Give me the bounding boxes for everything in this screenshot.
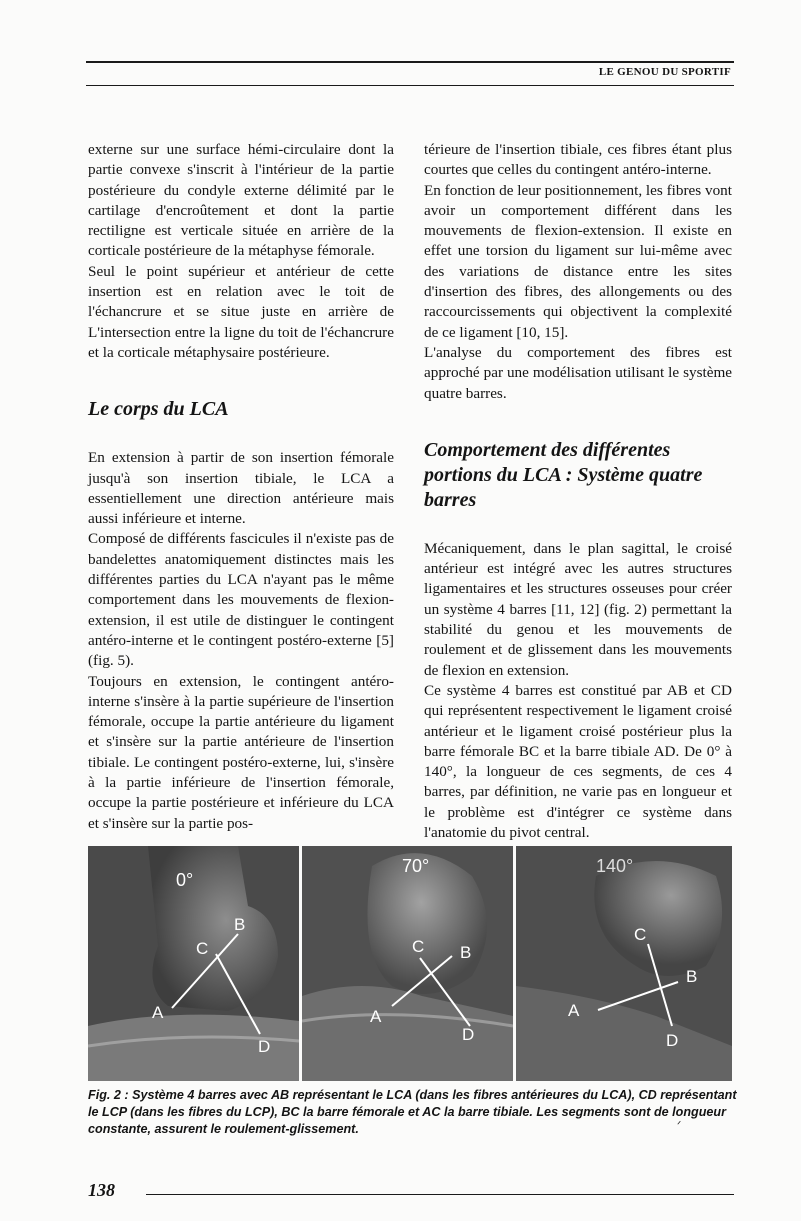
point-label-a: A [152,1003,164,1022]
xray-panel-0 [88,846,299,1081]
knee-xray-image [88,846,299,1081]
paragraph: En extension à partir de son insertion fémorale jusqu'à son insertion tibiale, le LCA a essentiellement une direction antérieure mais aussi inférieure et interne. [88,449,394,528]
point-label-a: A [568,1001,580,1020]
xray-panel-140 [516,846,732,1081]
paragraph: externe sur une surface hémi-circulaire dont la partie convexe s'inscrit à l'intérieur de la partie postérieure du condyle externe délimité par le cartilage d'encroûtement et dont la partie rectiligne est verticale située en arrière de la corticale postérieure de la métaphyse fémorale. [88,141,394,260]
point-label-d: D [258,1037,271,1056]
paragraph: Ce système 4 barres est constitué par AB et CD qui représentent respectivement le ligament croisé antérieur et le ligament croisé postérieur plus la barre fémorale BC et la barre tibiale AD. De 0° à 140°, la longueur de ces segments, de ces 4 barres, par définition, ne varie pas en longueur et le problème est d'intégrer ce système dans l'anatomie du pivot central. [424,681,732,842]
knee-xray-image [516,846,732,1081]
paragraph: Mécaniquement, dans le plan sagittal, le croisé antérieur est intégré avec les autres structures ligamentaires et les structures osseuses pour créer un système 4 barres [11, 12] (fig. 2) permettant la stabilité du genou et les mouvements de roulement et de glissement dans les mouvements de flexion en extension. [424,539,732,679]
paragraph: térieure de l'insertion tibiale, ces fibres étant plus courtes que celles du contingent antéro-interne. [424,141,732,179]
xray-panel-70 [302,846,513,1081]
point-label-d: D [666,1031,679,1050]
angle-label: 0° [176,870,194,890]
paragraph: En fonction de leur positionnement, les fibres vont avoir un comportement différent dans les mouvements de flexion-extension. Il existe en effet une torsion du ligament sur lui-même avec des variations de distance entre les sites d'insertion des fibres, des allongements ou des raccourcissements qui objectivent la complexité de ce ligament [10, 15]. [424,181,732,341]
paragraph: Composé de différents fascicules il n'existe pas de bandelettes anatomiquement distinctes mais les différentes parties du LCA n'ayant pas le même comportement dans les mouvements de flexion-extension, il est utile de distinguer le contingent antéro-interne et le contingent postéro-externe [5] (fig. 5). [88,530,394,670]
point-label-b: B [686,967,698,986]
point-label-c: C [196,939,209,958]
angle-label: 70° [402,856,430,876]
figure-four-bar-system [88,846,732,1081]
paragraph: L'analyse du comportement des fibres est approché par une modélisation utilisant le système quatre barres. [424,343,732,402]
paragraph: Toujours en extension, le contingent antéro-interne s'insère à la partie supérieure de l'insertion fémorale, occupe la partie antérieure du ligament et s'insère sur la partie antérieure de l'insertion tibiale. Le contingent postéro-externe, lui, s'insère à la partie inférieure de l'insertion fémorale, occupe la partie postérieure et inférieure du LCA et s'insère sur la partie pos- [88,672,394,832]
section-heading: Le corps du LCA [88,398,229,421]
figure-caption: Fig. 2 : Système 4 barres avec AB représentant le LCA (dans les fibres antérieures du LCA), CD représentant le LCP (dans les fibres du LCP), BC la barre fémorale et AC la barre tibiale. Les segments sont de longueur constante, assurent le roulement-glissement. [88,1088,737,1136]
point-label-c: C [634,925,647,944]
point-label-b: B [460,943,472,962]
point-label-d: D [462,1025,475,1044]
header-rule-top [86,61,734,63]
stray-mark: ᐟ [677,1120,682,1131]
section-heading: Comportement des différentes portions du LCA : Système quatre barres [424,438,703,511]
point-label-a: A [370,1007,382,1026]
right-column [424,140,732,843]
footer-rule [146,1194,734,1195]
knee-xray-image [302,846,513,1081]
running-head: LE GENOU DU SPORTIF [598,66,731,78]
angle-label: 140° [596,856,634,876]
paragraph: Seul le point supérieur et antérieur de cette insertion est en relation avec le toit de l'échancrure et se situe juste en arrière de L'intersection entre la ligne du toit de l'échancrure et la corticale métaphysaire postérieure. [88,262,394,361]
left-column [88,140,394,834]
page-number: 138 [88,1180,115,1200]
point-label-c: C [412,937,425,956]
header-rule-bottom [86,85,734,86]
point-label-b: B [234,915,246,934]
